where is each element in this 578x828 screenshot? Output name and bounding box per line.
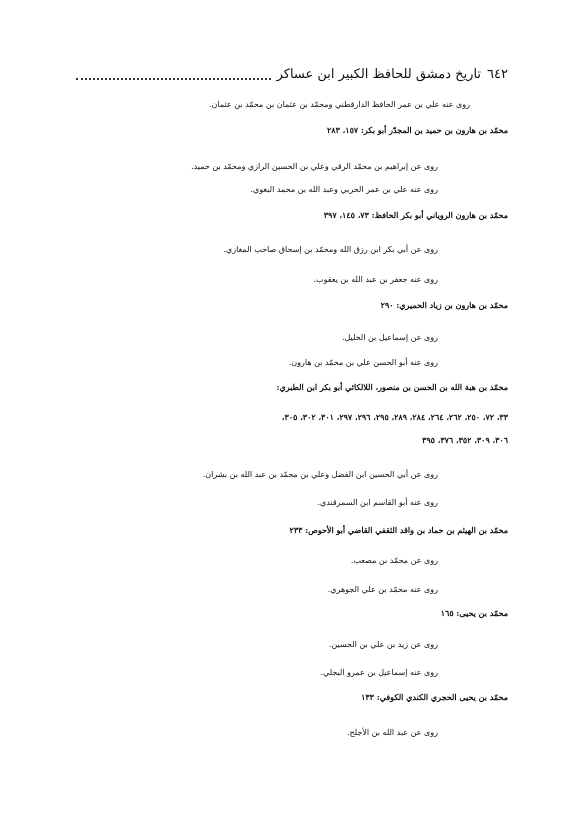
narrator-line: روى عنه جعفر بن عبد الله بن يعقوب.	[313, 275, 438, 284]
narrator-line: روى عنه علي بن عمر الحافظ الدارقطني ومحمّد بن عثمان بن محمّد بن عثمان.	[209, 100, 470, 109]
narrator-line: روى عن إبراهيم بن محمّد الرقي وعلي بن الحسين الرازي ومحمّد بن حميد.	[191, 162, 438, 171]
entry-heading: محمّد بن هارون الروياني أبو بكر الحافظ: ٧٣، ١٤٥، ٣٩٧	[323, 210, 508, 220]
entry-heading: محمّد بن هبة الله بن الحسن بن منصور، اللالكائي أبو بكر ابن الطبري:	[276, 382, 508, 392]
narrator-line: روى عن محمّد بن مصعب.	[350, 556, 438, 565]
header-leader-dots	[76, 68, 271, 80]
entry-heading: محمّد بن الهيثم بن حماد بن واقد الثقفي القاضي أبو الأحوص: ٢٣٣	[289, 525, 508, 535]
narrator-line: روى عنه علي بن عمر الحربي وعبد الله بن محمد البغوي.	[250, 185, 438, 194]
entry-heading: محمّد بن يحيى: ١٦٥	[440, 608, 508, 618]
narrator-line: روى عن زيد بن علي بن الحسين.	[328, 640, 438, 649]
narrator-line: روى عنه إسماعيل بن عمرو البجلي.	[320, 668, 438, 677]
narrator-line: روى عن أبي بكر ابن رزق الله ومحمّد بن إسحاق صاحب المغازي.	[223, 245, 438, 254]
page-references: ٣٣، ٧٢، ٢٥٠، ٢٦٢، ٢٦٤، ٢٨٤، ٢٨٩، ٢٩٥، ٢٩٦، ٢٩٧، ٣٠١، ٣٠٢، ٣٠٥،	[281, 412, 508, 422]
entry-heading: محمّد بن هارون بن زياد الحميري: ٢٩٠	[380, 300, 508, 310]
entry-heading: محمّد بن هارون بن حميد بن المجدّر أبو بكر: ١٥٧، ٢٨٣	[327, 125, 508, 135]
narrator-line: روى عنه أبو الحسن علي بن محمّد بن هارون.	[288, 358, 438, 367]
narrator-line: روى عنه أبو القاسم ابن السمرقندي.	[317, 498, 438, 507]
narrator-line: روى عنه محمّد بن علي الجوهري.	[327, 585, 438, 594]
page-number: ٦٤٢	[487, 66, 508, 82]
narrator-line: روى عن عبد الله بن الأجلح.	[347, 728, 438, 737]
header-title: تاريخ دمشق للحافظ الكبير ابن عساكر	[276, 66, 482, 82]
entry-heading: محمّد بن يحيى الحجري الكندي الكوفي: ١٣٣	[361, 692, 508, 702]
narrator-line: روى عن أبي الحسين ابن الفضل وعلي بن محمّد بن عبد الله بن بشران.	[202, 470, 438, 479]
narrator-line: روى عن إسماعيل بن الخليل.	[341, 333, 438, 342]
page-references: ٣٠٦، ٣٠٩، ٣٥٢، ٣٧٦، ٣٩٥	[422, 435, 508, 445]
running-header	[70, 63, 508, 85]
